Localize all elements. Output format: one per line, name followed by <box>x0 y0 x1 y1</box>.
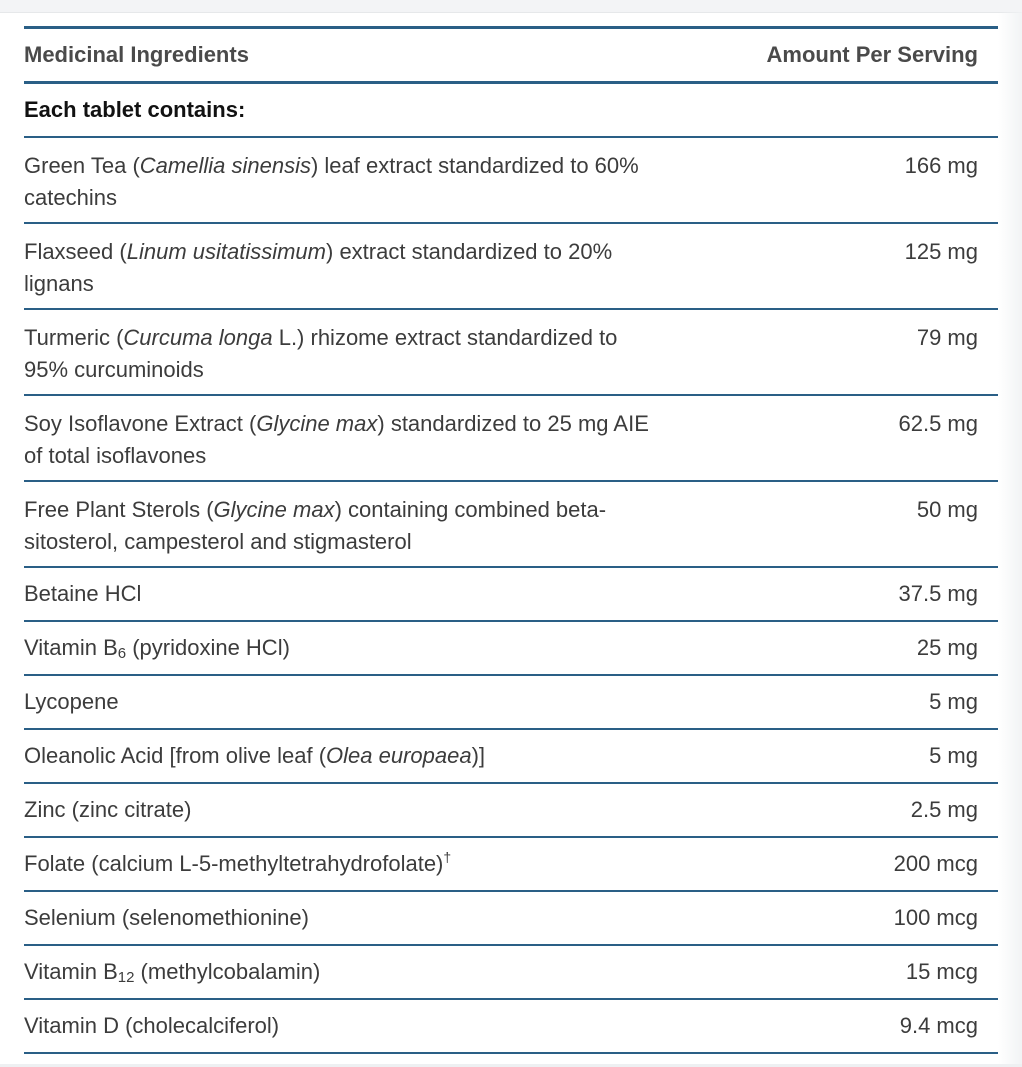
ingredient-amount: 62.5 mg <box>898 411 978 436</box>
ingredient-amount: 166 mg <box>904 153 978 178</box>
table-row <box>24 946 998 1000</box>
table-row <box>24 568 998 622</box>
ingredient-amount: 100 mcg <box>893 905 978 930</box>
ingredient-name: Selenium (selenomethionine) <box>24 905 309 930</box>
table-row <box>24 892 998 946</box>
ingredient-amount: 50 mg <box>916 497 978 522</box>
ingredient-amount: 15 mcg <box>905 959 978 984</box>
ingredient-name: Folate (calcium L-5-methyltetrahydrofolate)† <box>24 849 452 876</box>
ingredient-name: Turmeric (Curcuma longa L.) rhizome extract standardized to 95% curcuminoids <box>24 325 618 382</box>
table-header <box>24 29 998 84</box>
ingredient-name: Flaxseed (Linum usitatissimum) extract standardized to 20% lignans <box>24 239 613 296</box>
table-row <box>24 138 998 224</box>
table-row <box>24 1000 998 1054</box>
ingredient-amount: 9.4 mcg <box>899 1013 978 1038</box>
ingredient-name: Soy Isoflavone Extract (Glycine max) standardized to 25 mg AIE of total isoflavones <box>24 411 649 468</box>
ingredient-amount: 200 mcg <box>893 851 978 876</box>
ingredient-amount: 79 mg <box>916 325 978 350</box>
table-row <box>24 482 998 568</box>
table-row <box>24 622 998 676</box>
header-ingredients: Medicinal Ingredients <box>24 42 249 67</box>
ingredient-amount: 37.5 mg <box>898 581 978 606</box>
ingredient-name: Vitamin $B_{12}$ (methylcobalamin) <box>24 959 321 986</box>
ingredient-name: Green Tea (Camellia sinensis) leaf extract standardized to 60% catechins <box>24 153 639 210</box>
ingredient-name: Lycopene <box>24 689 119 714</box>
ingredient-name: Betaine HCl <box>24 581 142 606</box>
ingredient-name: Oleanolic Acid [from olive leaf (Olea europaea)] <box>24 743 486 768</box>
table-row <box>24 310 998 396</box>
table-row <box>24 838 998 892</box>
ingredient-name: Vitamin $B_6$ (pyridoxine HCl) <box>24 635 290 662</box>
ingredient-name: Zinc (zinc citrate) <box>24 797 192 822</box>
right-edge-shadow <box>998 12 1022 1064</box>
table-row <box>24 396 998 482</box>
ingredient-amount: 125 mg <box>904 239 978 264</box>
header-amount: Amount Per Serving <box>766 42 978 67</box>
ingredients-table <box>24 26 998 1054</box>
ingredient-amount: 5 mg <box>929 743 978 768</box>
table-row <box>24 784 998 838</box>
table-row <box>24 224 998 310</box>
section-label: Each tablet contains: <box>24 97 246 122</box>
ingredient-amount: 25 mg <box>916 635 978 660</box>
section-heading <box>24 84 998 138</box>
ingredient-amount: 2.5 mg <box>910 797 978 822</box>
table-row <box>24 730 998 784</box>
ingredient-amount: 5 mg <box>929 689 978 714</box>
table-row <box>24 676 998 730</box>
top-band <box>0 0 1022 13</box>
ingredient-name: Vitamin D (cholecalciferol) <box>24 1013 280 1038</box>
ingredient-name: Free Plant Sterols (Glycine max) containing combined beta-sitosterol, campesterol and stigmasterol <box>24 497 607 554</box>
